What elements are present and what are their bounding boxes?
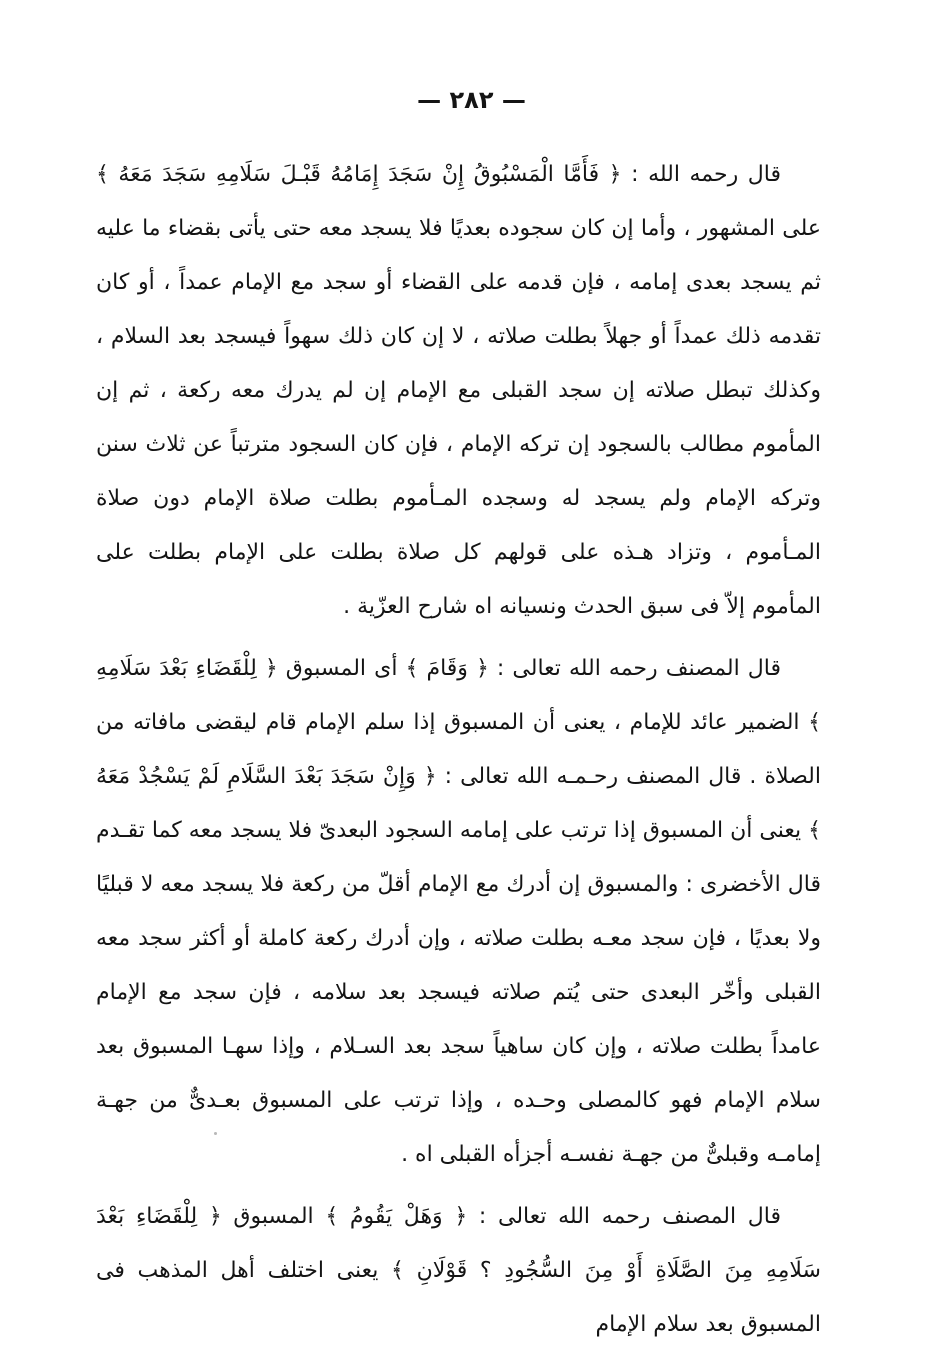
paragraph-khilaf-qiyam: قال المصنف رحمه الله تعالى : ﴿ وَهَلْ يَقُومُ ﴾ المسبوق ﴿ لِلْقَضَاءِ بَعْدَ سَلَامِهِ مِنَ الصَّلَاةِ أَوْ مِنَ السُّجُودِ ؟ قَوْلَانِ ﴾ يعنى اختلف أهل المذهب فى المسبوق بعد سلام الإمام (96, 1204, 821, 1337)
paragraph-qiyam-lil-qada: قال المصنف رحمه الله تعالى : ﴿ وَقَامَ ﴾ أى المسبوق ﴿ لِلْقَضَاءِ بَعْدَ سَلَامِهِ ﴾ الضمير عائد للإمام ، يعنى أن المسبوق إذا سلم الإمام قام ليقضى مافاته من الصلاة . قال المصنف رحـمـه الله تعالى : ﴿ وَإِنْ سَجَدَ بَعْدَ السَّلَامِ لَمْ يَسْجُدْ مَعَهُ ﴾ يعنى أن المسبوق إذا ترتب على إمامه السجود البعدىّ فلا يسجد معه كما تقـدم قال الأخضرى : والمسبوق إن أدرك مع الإمام أقلّ من ركعة فلا يسجد معه لا قبليًا ولا بعديًا ، فإن سجد معـه بطلت صلاته ، وإن أدرك ركعة كاملة أو أكثر سجد معه القبلى وأخّر البعدى حتى يُتم صلاته فيسجد بعد سلامه ، فإن سجد مع الإمام عامداً بطلت صلاته ، وإن كان ساهياً سجد بعد السـلام ، وإذا سهـا المسبوق بعد سلام الإمام فهو كالمصلى وحـده ، وإذا ترتب على المسبوق بعـدىٌّ من جهـة إمامـه وقبلىٌّ من جهـة نفسـه أجزأه القبلى اه . (96, 656, 821, 1167)
body-text (96, 148, 821, 1352)
paragraph-masbuq-sujud: قال رحمه الله : ﴿ فَأَمَّا الْمَسْبُوقُ إِنْ سَجَدَ إِمَامُهُ قَبْـلَ سَلَامِهِ سَجَدَ مَعَهُ ﴾ على المشهور ، وأما إن كان سجوده بعديًا فلا يسجد معه حتى يأتى بقضاء ما عليه ثم يسجد بعدى إمامه ، فإن قدمه على القضاء أو سجد مع الإمام عمداً ، أو كان تقدمه ذلك عمداً أو جهلاً بطلت صلاته ، لا إن كان ذلك سهواً فيسجد بعد السلام ، وكذلك تبطل صلاته إن سجد القبلى مع الإمام إن لم يدرك معه ركعة ، ثم إن المأموم مطالب بالسجود إن تركه الإمام ، فإن كان السجود مترتباً عن ثلاث سنن وتركه الإمام ولم يسجد له وسجده المـأموم بطلت صلاة الإمام دون صلاة المـأموم ، وتزاد هـذه على قولهم كل صلاة بطلت على الإمام بطلت على المأموم إلاّ فى سبق الحدث ونسيانه اه شارح العزّية . (96, 162, 821, 619)
page-number: — ٢٨٢ — (417, 86, 526, 114)
paper-speck (214, 1132, 217, 1135)
